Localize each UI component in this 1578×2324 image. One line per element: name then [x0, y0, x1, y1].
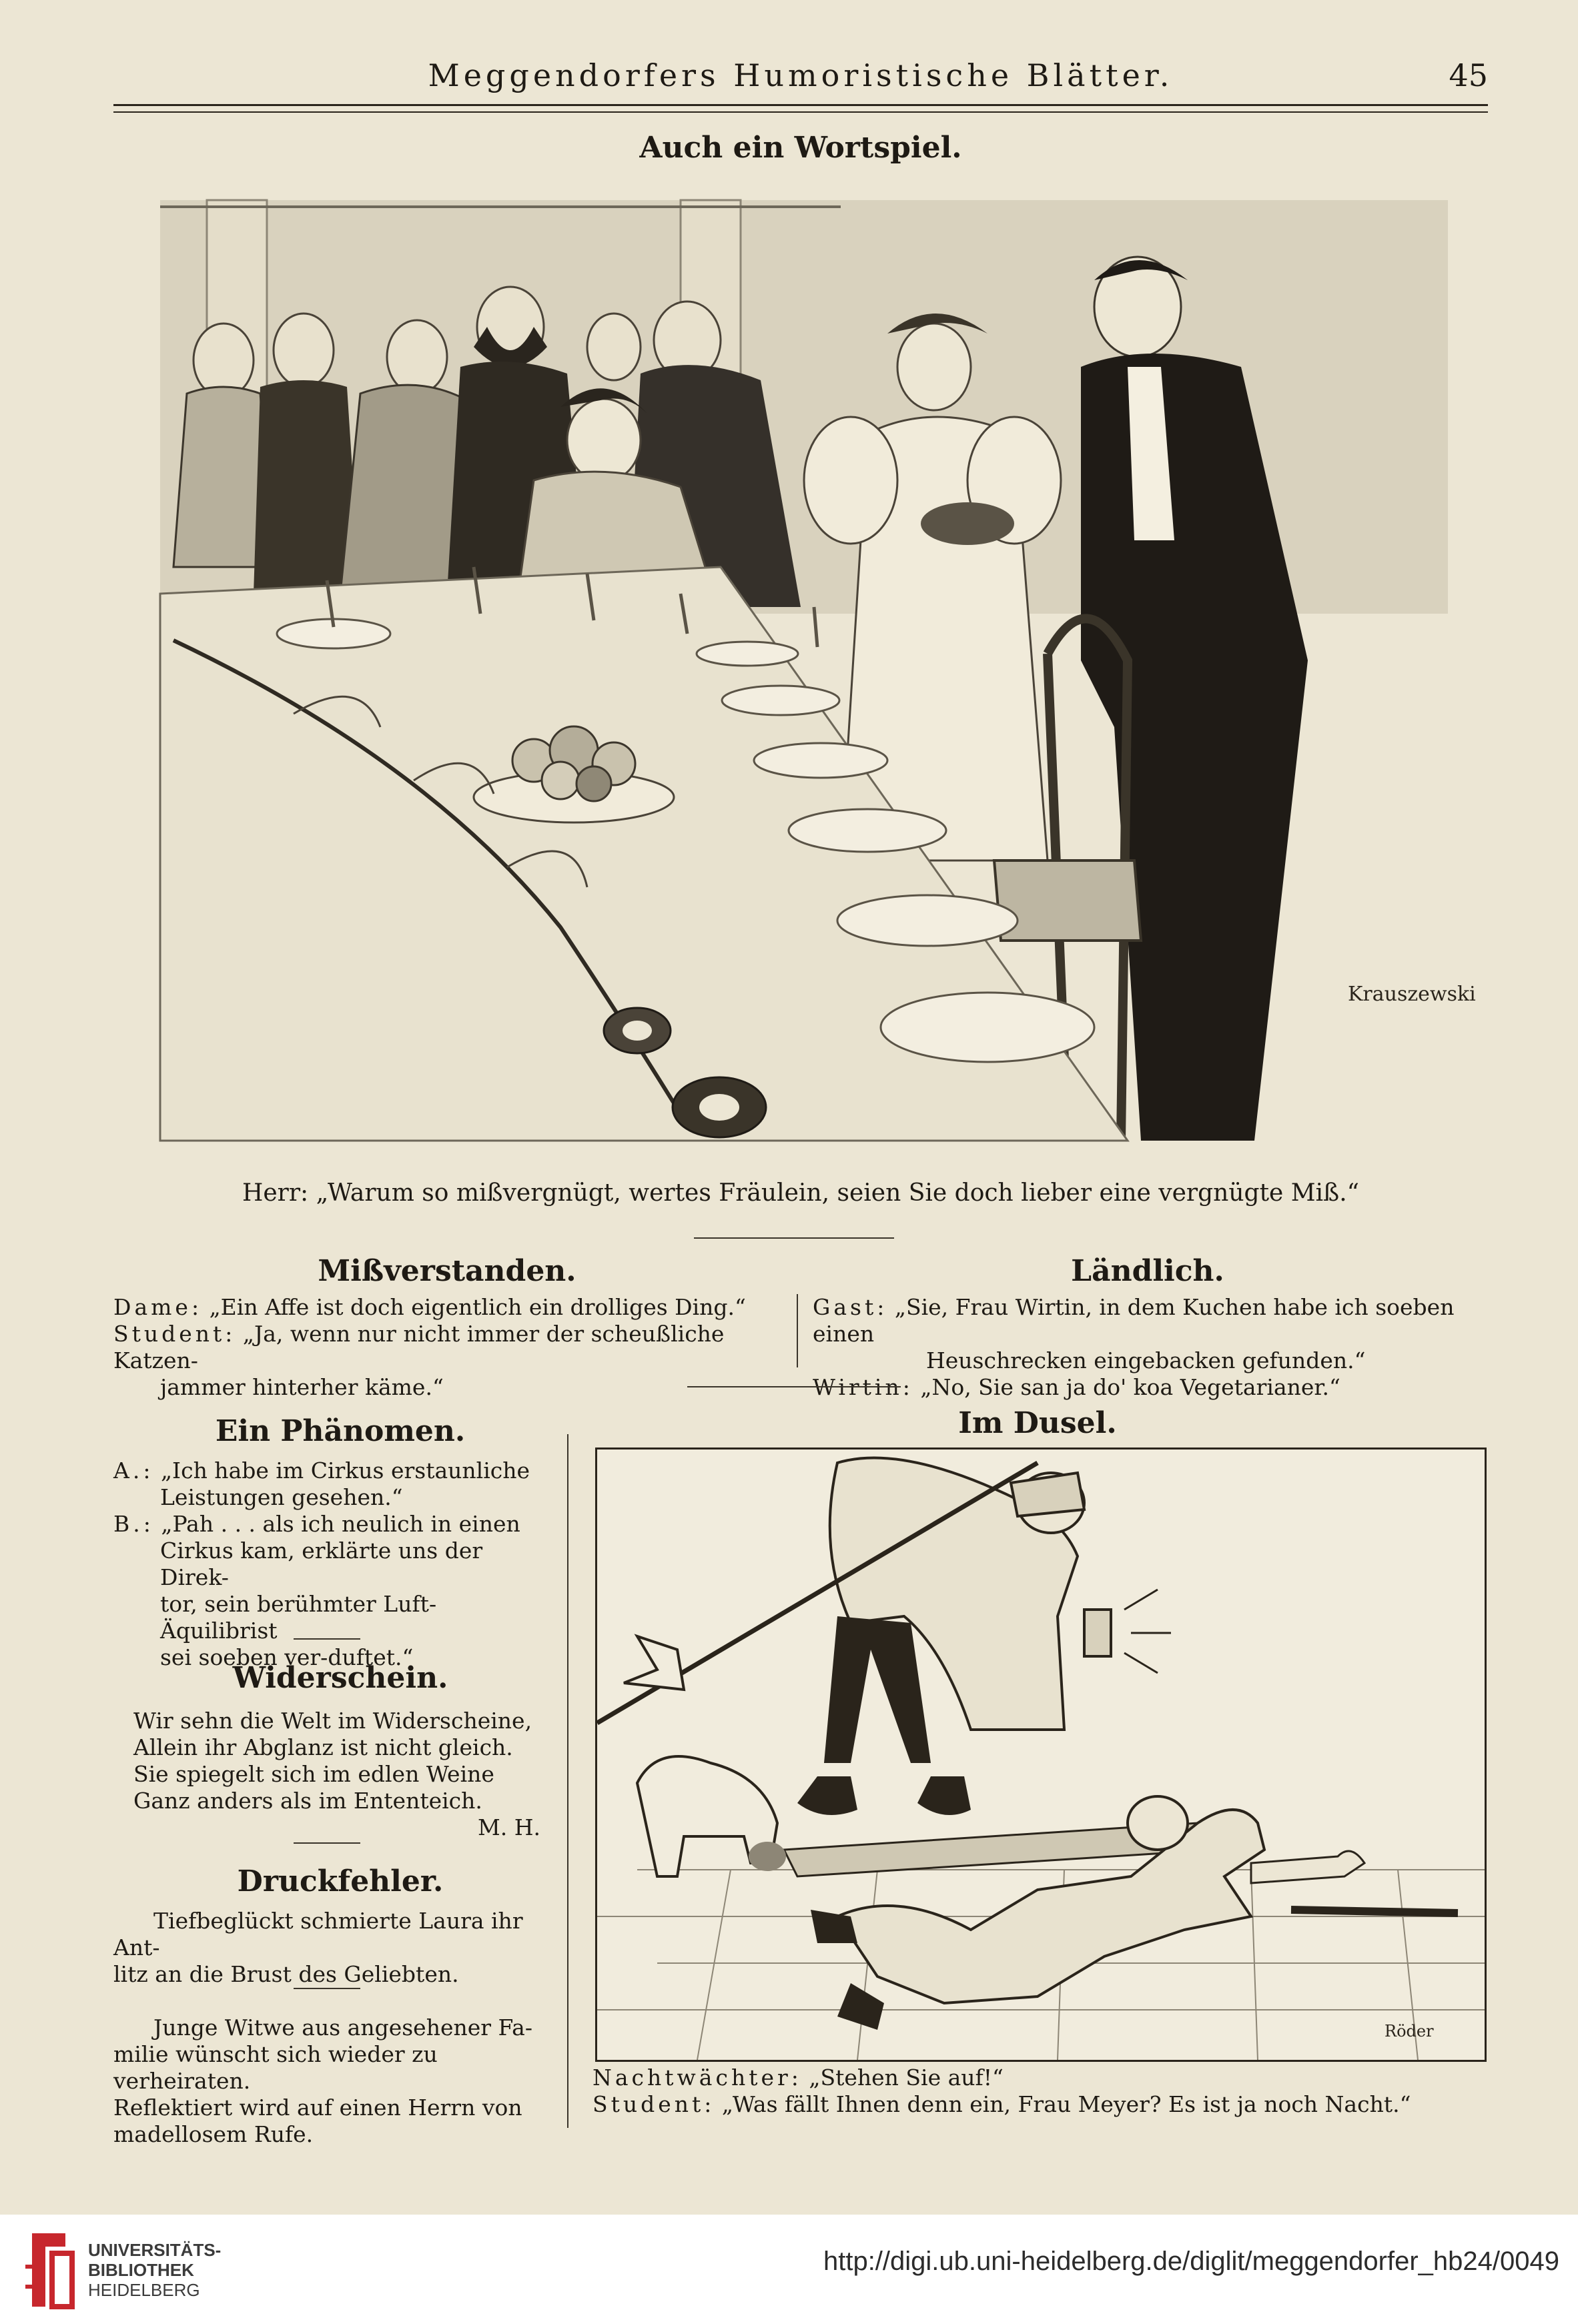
dialogue-text: sei soeben ver-duftet.“ — [160, 1644, 414, 1670]
dusel-title: Im Dusel. — [958, 1406, 1117, 1440]
druckfehler-title: Druckfehler. — [237, 1864, 444, 1898]
dialogue-text: tor, sein berühmter Luft-Äquilibrist — [160, 1591, 437, 1644]
dialogue-text: „No, Sie san ja do' koa Vegetarianer.“ — [920, 1374, 1340, 1400]
divider-short — [294, 1638, 360, 1640]
dialogue-text: „Ich habe im Cirkus erstaunliche — [160, 1458, 530, 1484]
dialogue-text: Heuschrecken eingebacken gefunden.“ — [926, 1347, 1366, 1373]
wortspiel-caption: Herr: „Warum so mißvergnügt, wertes Fräulein, seien Sie doch lieber eine vergnügte Miß.“ — [242, 1179, 1360, 1207]
dialogue-line — [813, 1374, 1488, 1401]
night-watchman-illustration — [595, 1447, 1487, 2062]
speaker-label: Gast: — [813, 1294, 888, 1320]
library-name-line: BIBLIOTHEK — [88, 2260, 194, 2280]
widerschein-title: Widerschein. — [232, 1661, 448, 1695]
page-number: 45 — [1449, 57, 1488, 93]
poem-line: Sie spiegelt sich im edlen Weine — [133, 1761, 494, 1787]
running-title: Meggendorfers Humoristische Blätter. — [428, 57, 1174, 93]
speaker-label: Student: — [593, 2091, 715, 2117]
dinner-party-illustration — [160, 193, 1476, 1147]
poem-line: Allein ihr Abglanz ist nicht gleich. — [133, 1734, 513, 1760]
speaker-label: Dame: — [113, 1294, 203, 1320]
dialogue-text: „Stehen Sie auf!“ — [809, 2065, 1004, 2091]
column-divider — [797, 1294, 798, 1367]
dialogue-line — [113, 1458, 547, 1484]
library-footer — [0, 2215, 1578, 2324]
library-logo-icon — [19, 2227, 79, 2313]
text-line: Tiefbeglückt schmierte Laura ihr Ant- — [113, 1908, 523, 1960]
missverstanden-title: Mißverstanden. — [318, 1254, 576, 1288]
dialogue-text: „Was fällt Ihnen denn ein, Frau Meyer? Es ist ja noch Nacht.“ — [721, 2091, 1411, 2117]
dialogue-text: jammer hinterher käme.“ — [160, 1374, 444, 1400]
wortspiel-title: Auch ein Wortspiel. — [639, 131, 962, 165]
phaenomen-title: Ein Phänomen. — [215, 1414, 466, 1448]
laendlich-title: Ländlich. — [1071, 1254, 1224, 1288]
text-line: Junge Witwe aus angesehener Fa- — [153, 2014, 533, 2041]
dusel-dialogue — [593, 2065, 1490, 2118]
running-head — [113, 55, 1488, 101]
dialogue-text: „Ein Affe ist doch eigentlich ein drolliges Ding.“ — [209, 1294, 746, 1320]
speaker-label: A.: — [113, 1458, 154, 1484]
anzeige-text — [113, 2014, 547, 2148]
text-line: Reflektiert wird auf einen Herrn von — [113, 2095, 522, 2121]
library-name-line: HEIDELBERG — [88, 2280, 200, 2300]
dialogue-text: Cirkus kam, erklärte uns der Direk- — [160, 1538, 483, 1590]
dialogue-line — [113, 1484, 547, 1511]
divider-short — [294, 1842, 360, 1844]
poem-line: Ganz anders als im Ententeich. — [133, 1788, 482, 1814]
dialogue-line — [593, 2091, 1490, 2118]
library-name-line: UNIVERSITÄTS- — [88, 2240, 222, 2260]
speaker-label: Nachtwächter: — [593, 2065, 802, 2091]
speaker-label: Wirtin: — [813, 1374, 913, 1400]
text-line: madellosem Rufe. — [113, 2121, 314, 2147]
dialogue-text: Leistungen gesehen.“ — [160, 1484, 403, 1510]
laendlich-dialogue — [813, 1294, 1488, 1401]
text-line: milie wünscht sich wieder zu verheiraten. — [113, 2041, 438, 2094]
poem-signature: M. H. — [477, 1814, 540, 1840]
speaker-label: Student: — [113, 1321, 236, 1347]
speaker-label: B.: — [113, 1511, 154, 1537]
druckfehler-text — [113, 1908, 547, 1988]
dialogue-line — [593, 2065, 1490, 2091]
divider-short — [294, 1988, 360, 1989]
dialogue-line — [113, 1374, 781, 1401]
dialogue-text: „Ja, wenn nur nicht immer der scheußliche Katzen- — [113, 1321, 725, 1373]
divider-short — [694, 1237, 894, 1239]
dialogue-line — [813, 1347, 1488, 1374]
widerschein-poem — [133, 1708, 547, 1841]
dusel-signature: Röder — [1385, 2022, 1434, 2041]
text-line: litz an die Brust des Geliebten. — [113, 1961, 459, 1987]
dialogue-line — [113, 1591, 547, 1644]
header-double-rule — [113, 104, 1488, 113]
dialogue-text: „Sie, Frau Wirtin, in dem Kuchen habe ich soeben einen — [813, 1294, 1455, 1347]
source-url-link[interactable]: http://digi.ub.uni-heidelberg.de/diglit/meggendorfer_hb24/0049 — [823, 2247, 1559, 2276]
dialogue-line — [113, 1294, 781, 1321]
divider-short — [687, 1386, 901, 1387]
poem-line: Wir sehn die Welt im Widerscheine, — [133, 1708, 532, 1734]
dialogue-line — [113, 1511, 547, 1538]
dialogue-line — [813, 1294, 1488, 1347]
wortspiel-signature: Krauszewski — [1348, 983, 1476, 1006]
library-name — [88, 2240, 221, 2300]
dialogue-line — [113, 1321, 781, 1374]
missverstanden-dialogue — [113, 1294, 781, 1401]
dialogue-text: „Pah . . . als ich neulich in einen — [161, 1511, 520, 1537]
dialogue-line — [113, 1538, 547, 1591]
column-divider — [567, 1434, 568, 2128]
